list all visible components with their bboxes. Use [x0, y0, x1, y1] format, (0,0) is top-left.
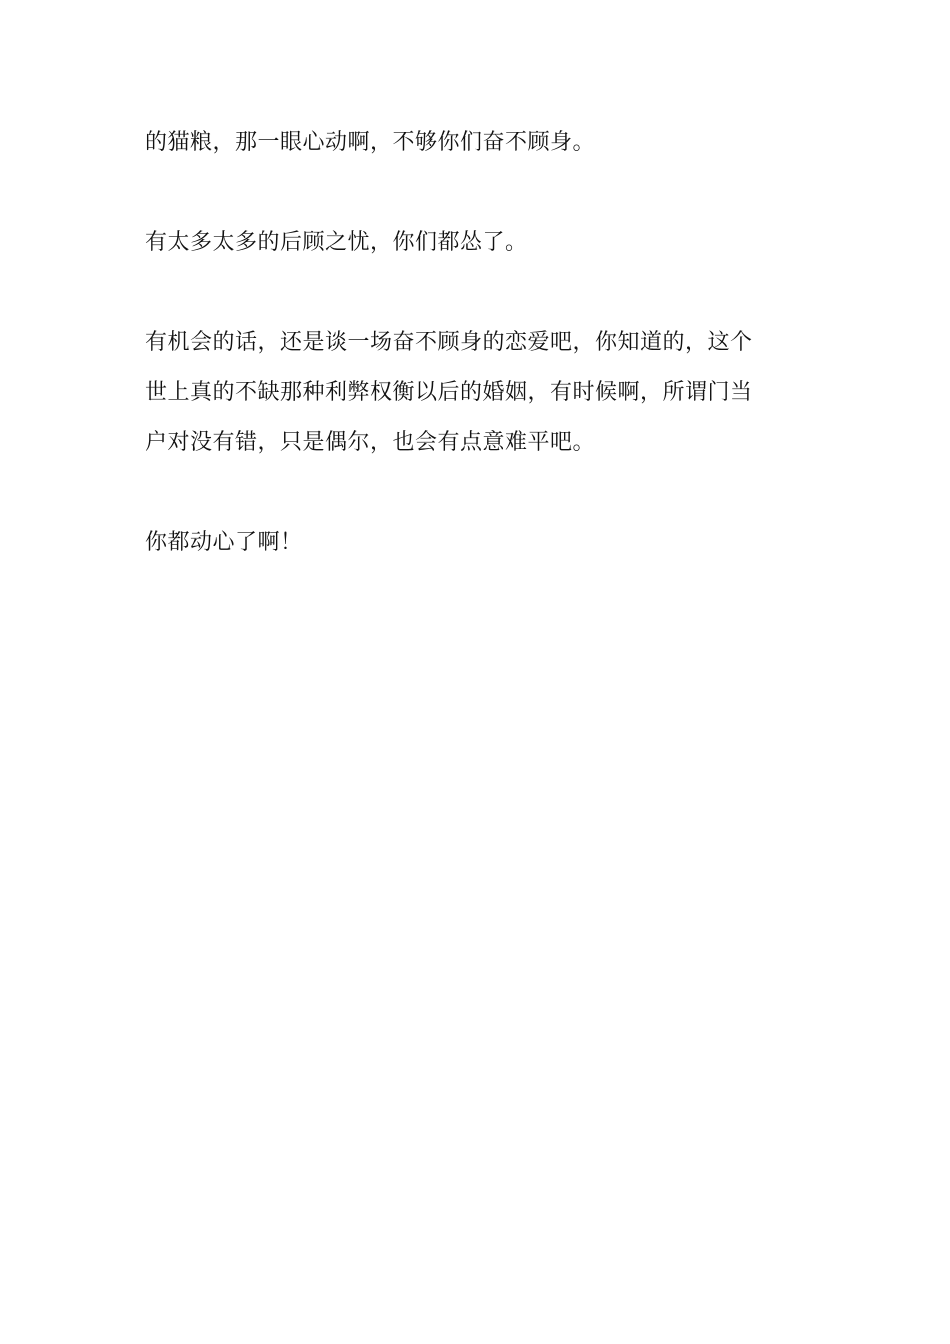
- paragraph-4: [145, 518, 810, 568]
- text-line: 有机会的话，还是谈一场奋不顾身的恋爱吧，你知道的，这个: [145, 330, 753, 355]
- paragraph-2: [145, 218, 810, 268]
- text-line: 有太多太多的后顾之忧，你们都怂了。: [145, 230, 528, 255]
- document-body: [145, 118, 810, 618]
- text-line: 户对没有错，只是偶尔，也会有点意难平吧。: [145, 430, 596, 455]
- paragraph-3: [145, 318, 810, 468]
- text-line: 你都动心了啊！: [145, 530, 303, 555]
- paragraph-1: [145, 118, 810, 168]
- text-line: 的猫粮，那一眼心动啊，不够你们奋不顾身。: [145, 130, 596, 155]
- text-line: 世上真的不缺那种利弊权衡以后的婚姻，有时候啊，所谓门当: [145, 380, 753, 405]
